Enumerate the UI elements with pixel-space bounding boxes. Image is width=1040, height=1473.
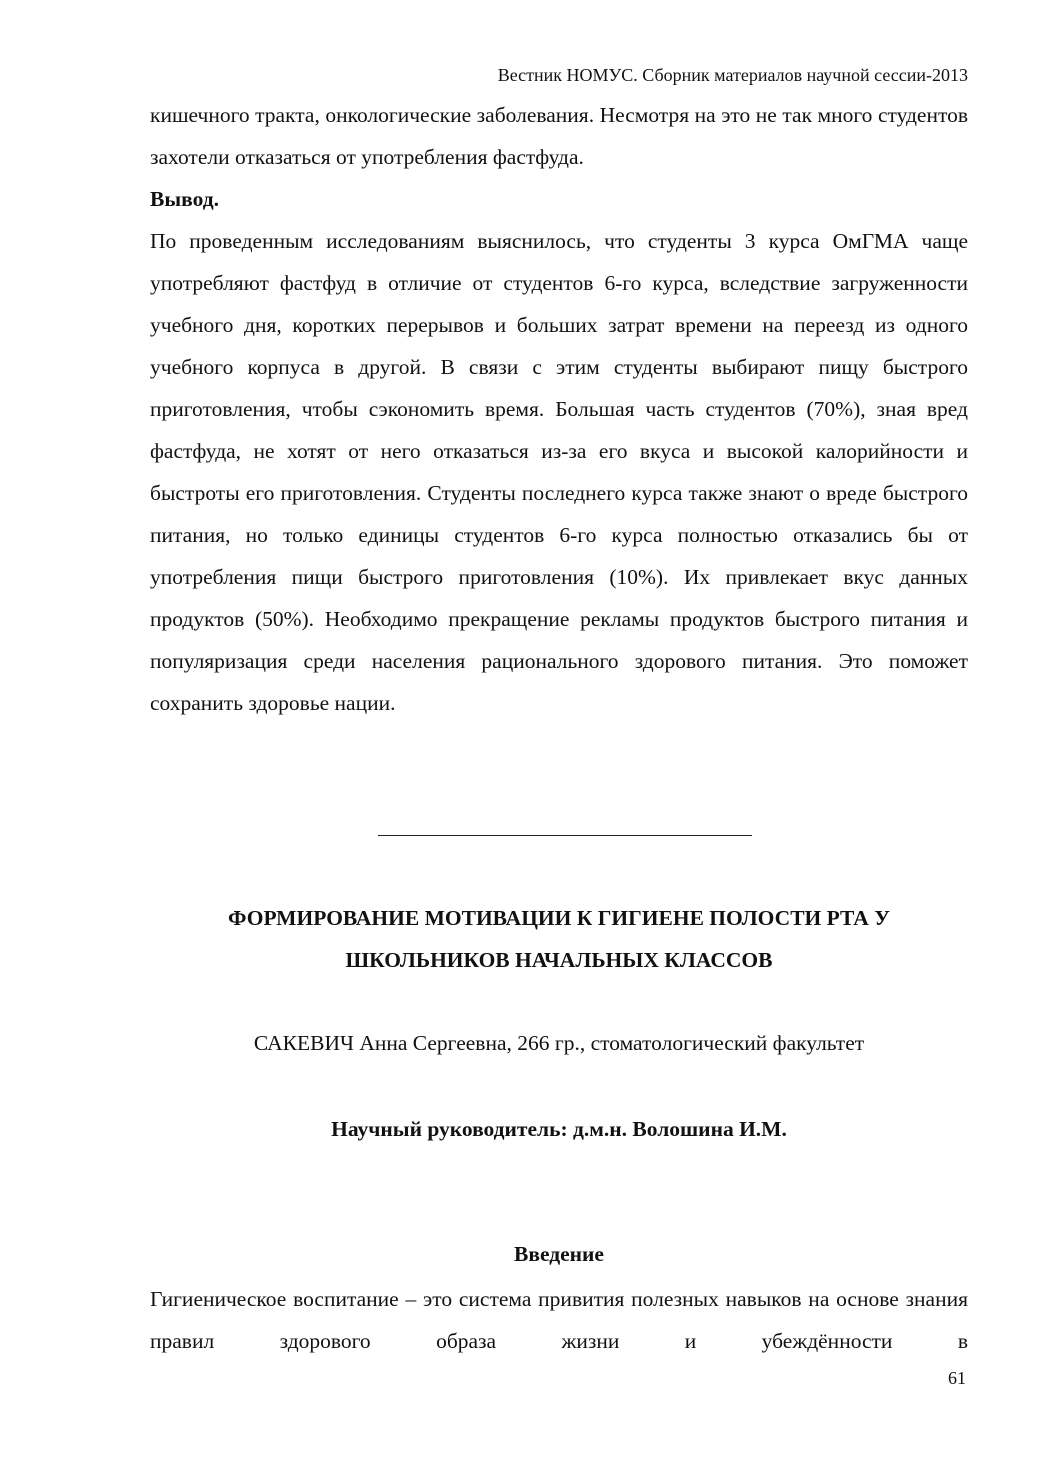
- article-title: [130, 897, 988, 981]
- scientific-supervisor: Научный руководитель: д.м.н. Волошина И.М.: [331, 1117, 787, 1141]
- article-authors: САКЕВИЧ Анна Сергеевна, 266 гр., стоматологический факультет: [253, 1031, 865, 1055]
- intro-heading: Введение: [514, 1242, 604, 1266]
- intro-paragraph: Гигиеническое воспитание – это система привития полезных навыков на основе знания правил здорового образа жизни и убеждённости в: [150, 1287, 968, 1353]
- previous-article-body: [150, 94, 968, 724]
- intro-body: [150, 1278, 968, 1362]
- running-header: Вестник НОМУС. Сборник материалов научной сессии-2013: [497, 65, 968, 85]
- article-divider: [378, 835, 752, 836]
- page-number: 61: [948, 1368, 966, 1388]
- article-title-line-1: ФОРМИРОВАНИЕ МОТИВАЦИИ К ГИГИЕНЕ ПОЛОСТИ РТА У: [228, 906, 890, 930]
- conclusion-paragraph: По проведенным исследованиям выяснилось, что студенты 3 курса ОмГМА чаще употребляют фастфуд в отличие от студентов 6-го курса, вследствие загруженности учебного дня, коротких перерывов и больших затрат времени на переезд из одного учебного корпуса в другой. В связи с этим студенты выбирают пищу быстрого приготовления, чтобы сэкономить время. Большая часть студентов (70%), зная вред фастфуда, не хотят от него отказаться из-за его вкуса и высокой калорийности и быстроты его приготовления. Студенты последнего курса также знают о вреде быстрого питания, но только единицы студентов 6-го курса полностью отказались бы от употребления пищи быстрого приготовления (10%). Их привлекает вкус данных продуктов (50%). Необходимо прекращение рекламы продуктов быстрого питания и популяризация среди населения рационального здорового питания. Это поможет сохранить здоровье нации.: [150, 229, 968, 715]
- article-title-line-2: ШКОЛЬНИКОВ НАЧАЛЬНЫХ КЛАССОВ: [345, 948, 773, 972]
- conclusion-heading: Вывод.: [150, 187, 219, 211]
- continuation-paragraph: кишечного тракта, онкологические заболевания. Несмотря на это не так много студентов захотели отказаться от употребления фастфуда.: [150, 103, 968, 169]
